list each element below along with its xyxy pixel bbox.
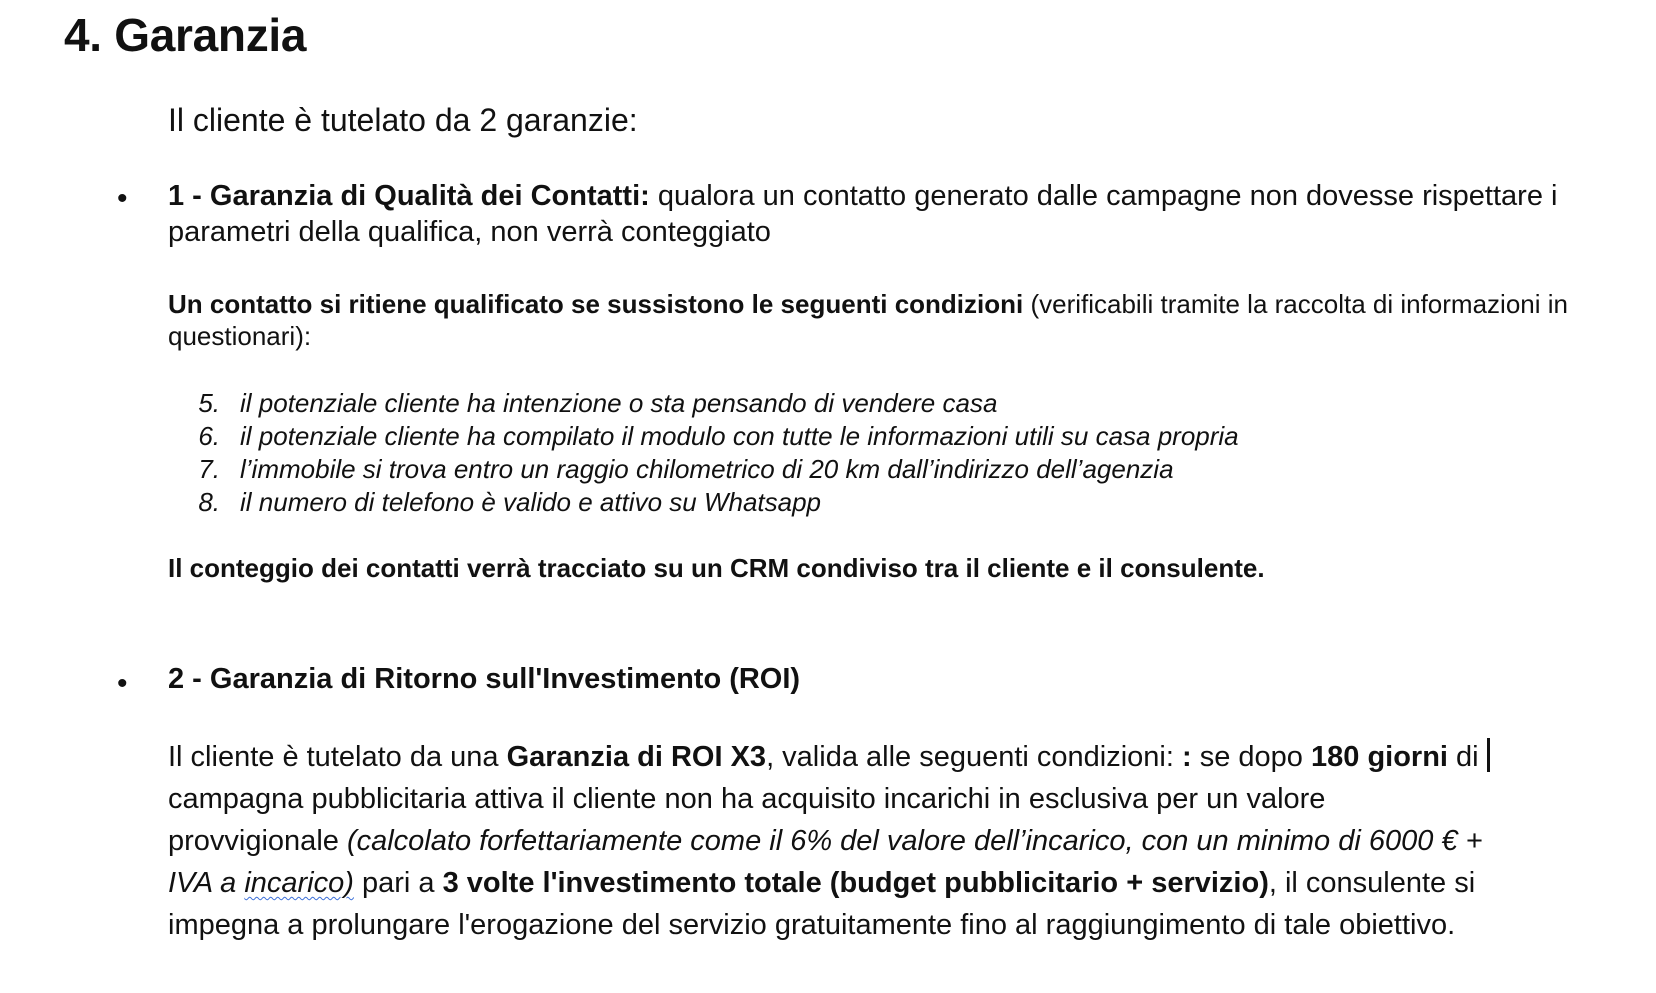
qualification-bold: Un contatto si ritiene qualificato se sussistono le seguenti condizioni bbox=[168, 289, 1024, 319]
intro-text: Il cliente è tutelato da 2 garanzie: bbox=[168, 102, 638, 138]
roi-italic-iva: IVA a bbox=[168, 867, 245, 899]
list-item-number: 6. bbox=[198, 421, 220, 451]
list-item bbox=[168, 420, 1239, 453]
list-item-number: 8. bbox=[198, 487, 220, 517]
list-item-text: il potenziale cliente ha intenzione o sta pensando di vendere casa bbox=[240, 388, 998, 418]
text-cursor bbox=[1487, 738, 1490, 772]
roi-bold-days: 180 giorni bbox=[1311, 741, 1448, 773]
roi-text: se dopo bbox=[1191, 741, 1311, 773]
roi-text: , valida alle seguenti condizioni: bbox=[766, 741, 1182, 773]
roi-line-4 bbox=[168, 862, 1608, 904]
qualification-rest: (verificabili tramite la raccolta di informazioni in questionari): bbox=[168, 289, 1568, 351]
roi-text: pari a bbox=[353, 867, 443, 899]
tracking-note: Il conteggio dei contatti verrà tracciato su un CRM condiviso tra il cliente e il consulente. bbox=[168, 553, 1265, 583]
roi-text: , il consulente si bbox=[1268, 867, 1476, 899]
bullet-guarantee-2: • bbox=[117, 667, 128, 700]
list-item bbox=[168, 387, 1239, 420]
list-item-number: 7. bbox=[198, 454, 220, 484]
roi-bold-guarantee: Garanzia di ROI X3 bbox=[506, 741, 767, 773]
spellcheck-underlined-word[interactable]: incarico) bbox=[244, 867, 354, 899]
roi-line-5: impegna a prolungare l'erogazione del servizio gratuitamente fino al raggiungimento di tale obiettivo. bbox=[168, 909, 1456, 941]
list-item-text: il potenziale cliente ha compilato il modulo con tutte le informazioni utili su casa propria bbox=[240, 421, 1239, 451]
roi-text: provvigionale bbox=[168, 825, 347, 857]
section-heading: 4. Garanzia bbox=[64, 9, 307, 61]
roi-bold-colon: : bbox=[1182, 741, 1192, 773]
list-item-text: l’immobile si trova entro un raggio chilometrico di 20 km dall’indirizzo dell’agenzia bbox=[240, 454, 1174, 484]
guarantee-2-title: 2 - Garanzia di Ritorno sull'Investimento (ROI) bbox=[168, 663, 801, 695]
roi-paragraph bbox=[168, 736, 1608, 946]
guarantee-1-paragraph bbox=[168, 178, 1588, 250]
list-item bbox=[168, 453, 1239, 486]
bullet-guarantee-1: • bbox=[117, 182, 128, 215]
roi-text: di bbox=[1448, 741, 1479, 773]
list-item-text: il numero di telefono è valido e attivo su Whatsapp bbox=[240, 487, 822, 517]
list-item-number: 5. bbox=[198, 388, 220, 418]
list-item bbox=[168, 486, 1239, 519]
guarantee-1-title: 1 - Garanzia di Qualità dei Contatti: bbox=[168, 180, 650, 212]
roi-bold-investment: 3 volte l'investimento totale (budget pubblicitario + servizio) bbox=[442, 867, 1269, 899]
qualification-paragraph bbox=[168, 288, 1588, 352]
conditions-list bbox=[168, 387, 1239, 519]
roi-text: Il cliente è tutelato da una bbox=[168, 741, 507, 773]
roi-line-1 bbox=[168, 736, 1608, 778]
roi-italic-calc: (calcolato forfettariamente come il 6% del valore dell’incarico, con un minimo di 6000 € + bbox=[346, 825, 1483, 857]
guarantee-1-description: qualora un contatto generato dalle campagne non dovesse rispettare i parametri della qualifica, non verrà conteggiato bbox=[168, 180, 1558, 248]
roi-line-3 bbox=[168, 820, 1608, 862]
roi-line-2: campagna pubblicitaria attiva il cliente non ha acquisito incarichi in esclusiva per un valore bbox=[168, 783, 1326, 815]
